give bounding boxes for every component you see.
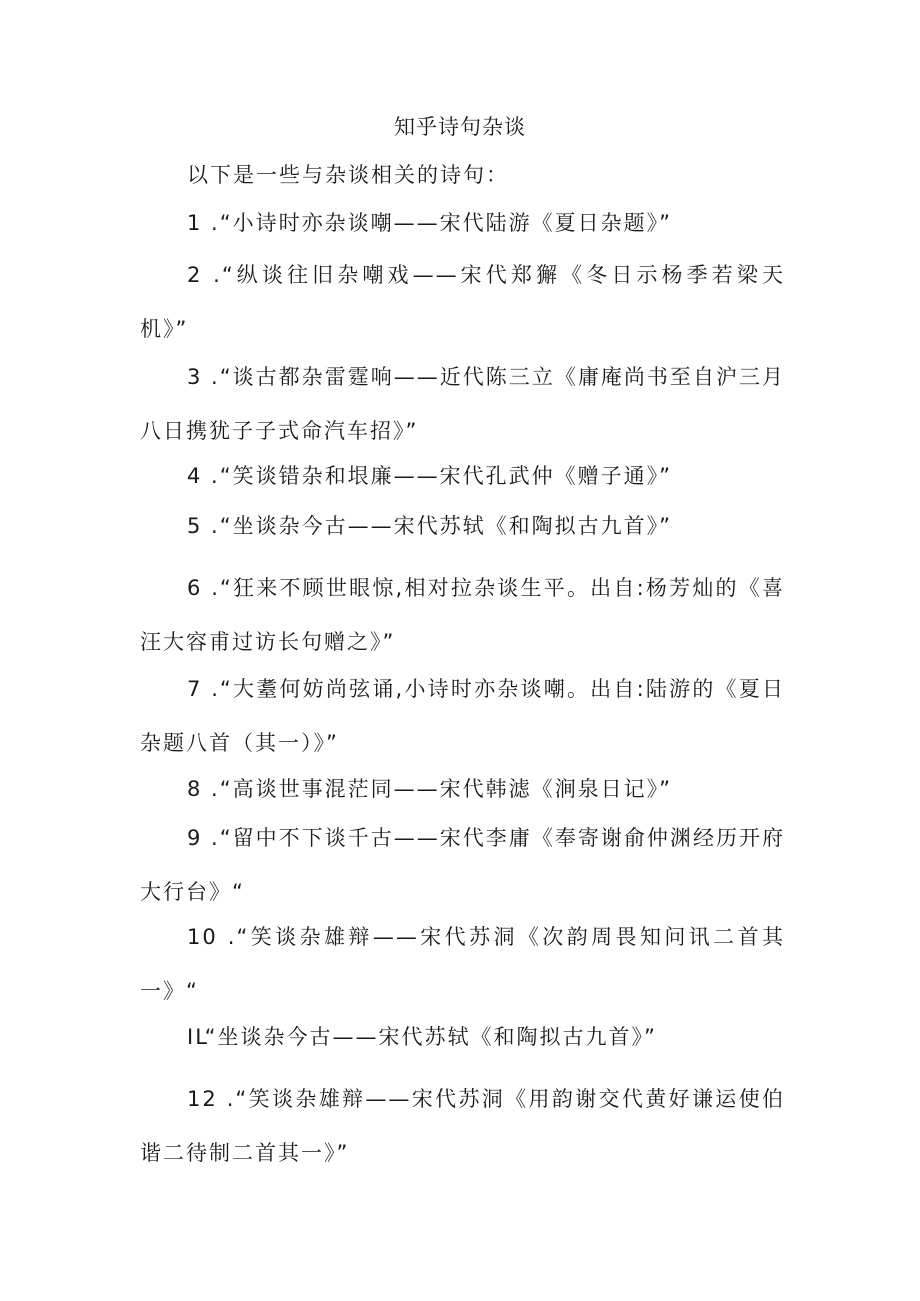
poem-item: 4 .“笑谈错杂和垠廉——宋代孔武仲《赠子通》”: [187, 464, 672, 488]
poem-item: 12 .“笑谈杂雄辩——宋代苏洞《用韵谢交代黄好谦运使伯谐二待制二首其一》”: [140, 1087, 785, 1165]
poem-item: 1 .“小诗时亦杂谈嘲——宋代陆游《夏日杂题》”: [187, 211, 672, 235]
poem-item: 8 .“高谈世事混茫同——宋代韩滤《涧泉日记》”: [187, 777, 672, 801]
poem-item: 3 .“谈古都杂雷霆响——近代陈三立《庸庵尚书至自沪三月八日携犹子子式命汽车招》”: [140, 365, 785, 443]
poem-item: 9 .“留中不下谈千古——宋代李庸《奉寄谢俞仲渊经历开府大行台》“: [140, 826, 785, 904]
poem-item: IL“坐谈杂今古——宋代苏轼《和陶拟古九首》”: [187, 1025, 657, 1049]
poem-item: 2 .“纵谈往旧杂嘲戏——宋代郑獬《冬日示杨季若梁天机》”: [140, 263, 785, 341]
document-title: 知乎诗句杂谈: [394, 115, 526, 139]
poem-item: 10 .“笑谈杂雄辩——宋代苏洞《次韵周畏知问讯二首其一》“: [140, 925, 785, 1003]
poem-item: 6 .“狂来不顾世眼惊,相对拉杂谈生平。出自:杨芳灿的《喜汪大容甫过访长句赠之》”: [140, 576, 785, 654]
intro-paragraph: 以下是一些与杂谈相关的诗句：: [187, 163, 509, 187]
poem-item: 7 .“大耋何妨尚弦诵,小诗时亦杂谈嘲。出自:陆游的《夏日杂题八首（其一）》”: [140, 677, 785, 755]
poem-item: 5 .“坐谈杂今古——宋代苏轼《和陶拟古九首》”: [187, 514, 672, 538]
